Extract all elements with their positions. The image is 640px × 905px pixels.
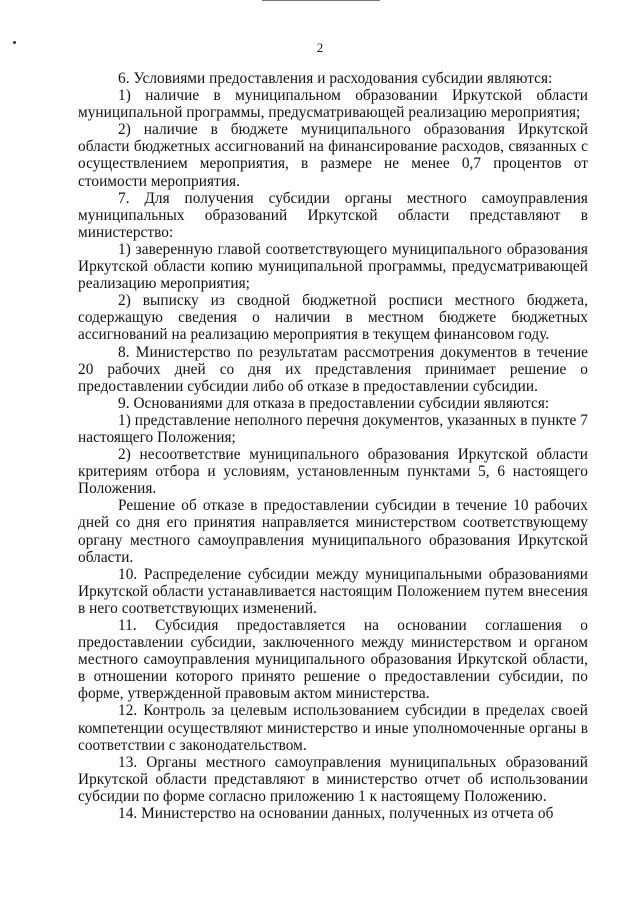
paragraph-9-refusal-notice: Решение об отказе в предоставлении субсидии в течение 10 рабочих дней со дня его принятия направляется министерством соответствующему органу местного самоуправления муниципального образования Иркутской области. (78, 497, 588, 566)
paragraph-14: 14. Министерство на основании данных, полученных из отчета об (118, 805, 554, 823)
paragraph-6-heading: 6. Условиями предоставления и расходования субсидии являются: (118, 70, 553, 87)
paragraph-7-heading: 7. Для получения субсидии органы местного самоуправления муниципальных образований Иркутской области представляют в министерство: (78, 189, 588, 241)
paragraph-9-item-1: 1) представление неполного перечня документов, указанных в пункте 7 настоящего Положения; (78, 411, 588, 446)
paragraph-8: 8. Министерство по результатам рассмотрения документов в течение 20 рабочих дней со дня их представления принимает решение о предоставлении субсидии либо об отказе в предоставлении субсидии. (78, 343, 588, 395)
paragraph-9-heading: 9. Основаниями для отказа в предоставлении субсидии являются: (118, 394, 550, 412)
page-number: 2 (316, 40, 324, 55)
paragraph-12: 12. Контроль за целевым использованием субсидии в пределах своей компетенции осуществляют министерство и иные уполномоченные органы в соответствии с законодательством. (78, 702, 588, 754)
paragraph-6-item-2: 2) наличие в бюджете муниципального образования Иркутской области бюджетных ассигнований на финансирование расходов, связанных с осуществлением мероприятия, в размере не менее 0,7 процентов от стоимости мероприятия. (78, 121, 588, 190)
paragraph-7-item-1: 1) заверенную главой соответствующего муниципального образования Иркутской области копию муниципальной программы, предусматривающей реализацию мероприятия; (78, 240, 588, 293)
paragraph-13: 13. Органы местного самоуправления муниципальных образований Иркутской области представляют в министерство отчет об использовании субсидии по форме согласно приложению 1 к настоящему Положению. (78, 753, 588, 805)
top-edge-rule (262, 0, 380, 1)
paragraph-6-item-1: 1) наличие в муниципальном образовании Иркутской области муниципальной программы, предусматривающей реализацию мероприятия; (78, 87, 588, 122)
paragraph-10: 10. Распределение субсидии между муниципальными образованиями Иркутской области устанавливается настоящим Положением путем внесения в него соответствующих изменений. (78, 565, 588, 617)
document-body (78, 70, 588, 822)
paragraph-9-item-2: 2) несоответствие муниципального образования Иркутской области критериям отбора и условиям, установленным пунктами 5, 6 настоящего Положения. (78, 446, 588, 498)
paragraph-7-item-2: 2) выписку из сводной бюджетной росписи местного бюджета, содержащую сведения о наличии в местном бюджете бюджетных ассигнований на реализацию мероприятия в текущем финансовом году. (78, 292, 588, 344)
paragraph-11: 11. Субсидия предоставляется на основании соглашения о предоставлении субсидии, заключенного между министерством и органом местного самоуправления муниципального образования Иркутской области, в отношении которого принято решение о предоставлении субсидии, по форме, утвержденной правовым актом министерства. (78, 617, 588, 703)
